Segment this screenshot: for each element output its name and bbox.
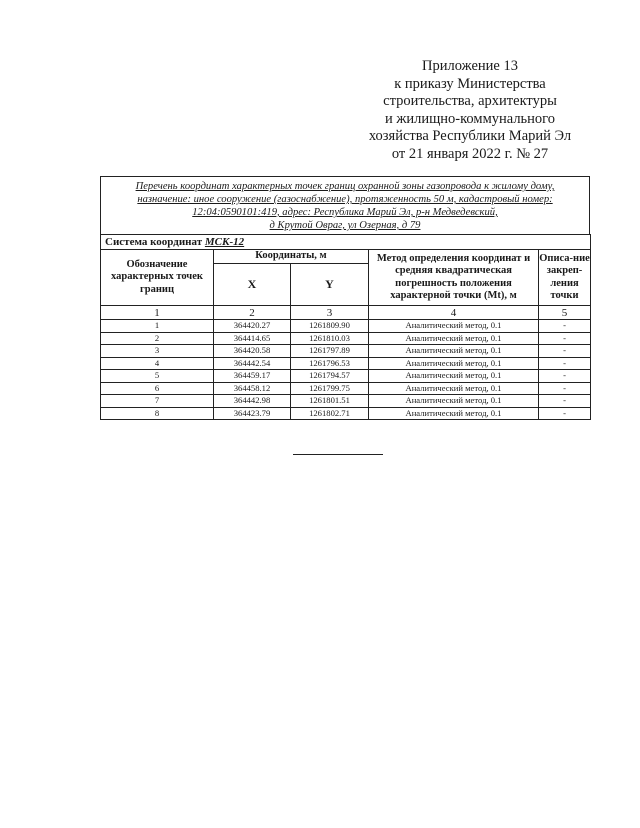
cell-x: 364442.98 [214,395,291,408]
column-number: 1 [101,306,214,320]
cell-x: 364458.12 [214,382,291,395]
description-header: Описа-ние закреп-ления точки [539,250,591,306]
column-number: 3 [291,306,369,320]
table-row [101,370,591,383]
cell-point: 7 [101,395,214,408]
annex-block [330,58,610,163]
cell-y: 1261802.71 [291,407,369,420]
cell-description: - [539,395,591,408]
y-header: Y [291,264,369,306]
cell-method: Аналитический метод, 0.1 [369,395,539,408]
cell-y: 1261799.75 [291,382,369,395]
table-row [101,357,591,370]
table-row [101,345,591,358]
coordinate-system-cell [101,235,591,250]
cell-method: Аналитический метод, 0.1 [369,382,539,395]
cell-y: 1261797.89 [291,345,369,358]
cell-point: 8 [101,407,214,420]
cell-method: Аналитический метод, 0.1 [369,345,539,358]
heading-line: 12:04:0590101:419, адрес: Республика Марий Эл, р-н Медведевский, [192,207,498,218]
coordinates-table [100,234,591,420]
cell-point: 3 [101,345,214,358]
cell-description: - [539,357,591,370]
heading-line: д Крутой Овраг, ул Озерная, д 79 [269,220,421,231]
annex-line: от 21 января 2022 г. № 27 [391,145,549,162]
cell-x: 364414.65 [214,332,291,345]
coordinate-system-label: Система координат [105,236,203,248]
closing-rule [293,454,383,455]
heading-line: Перечень координат характерных точек границ охранной зоны газопровода к жилому дому, [135,181,555,192]
annex-line: и жилищно-коммунального [384,110,556,127]
cell-point: 5 [101,370,214,383]
cell-description: - [539,407,591,420]
table-row [101,407,591,420]
coordinates-sheet [100,176,590,420]
cell-x: 364459.17 [214,370,291,383]
column-number: 5 [539,306,591,320]
method-header: Метод определения координат и средняя квадратическая погрешность положения характерной точки (Mt), м [369,250,539,306]
cell-description: - [539,345,591,358]
cell-x: 364420.27 [214,320,291,333]
header-row [101,250,591,264]
cell-y: 1261801.51 [291,395,369,408]
list-heading [100,176,590,234]
cell-point: 2 [101,332,214,345]
cell-point: 6 [101,382,214,395]
coordinates-header: Координаты, м [214,250,369,264]
annex-line: к приказу Министерства [394,75,546,92]
cell-description: - [539,370,591,383]
cell-method: Аналитический метод, 0.1 [369,407,539,420]
cell-y: 1261794.57 [291,370,369,383]
cell-x: 364420.58 [214,345,291,358]
column-numbers-row [101,306,591,320]
cell-method: Аналитический метод, 0.1 [369,332,539,345]
cell-y: 1261796.53 [291,357,369,370]
cell-x: 364423.79 [214,407,291,420]
cell-point: 1 [101,320,214,333]
cell-point: 4 [101,357,214,370]
annex-line: Приложение 13 [422,58,518,74]
table-row [101,395,591,408]
coordinate-system-row [101,235,591,250]
heading-line: назначение: иное сооружение (газоснабжение), протяженность 50 м, кадастровый номер: [137,194,553,205]
cell-method: Аналитический метод, 0.1 [369,370,539,383]
annex-line: строительства, архитектуры [383,93,557,109]
table-row [101,320,591,333]
table-row [101,382,591,395]
cell-method: Аналитический метод, 0.1 [369,357,539,370]
table-row [101,332,591,345]
cell-x: 364442.54 [214,357,291,370]
coordinate-system-value: МСК-12 [204,236,245,248]
cell-description: - [539,332,591,345]
point-header: Обозначение характерных точек границ [101,250,214,306]
annex-line: хозяйства Республики Марий Эл [368,128,572,144]
x-header: X [214,264,291,306]
cell-description: - [539,382,591,395]
cell-method: Аналитический метод, 0.1 [369,320,539,333]
column-number: 4 [369,306,539,320]
cell-y: 1261809.90 [291,320,369,333]
column-number: 2 [214,306,291,320]
cell-y: 1261810.03 [291,332,369,345]
cell-description: - [539,320,591,333]
